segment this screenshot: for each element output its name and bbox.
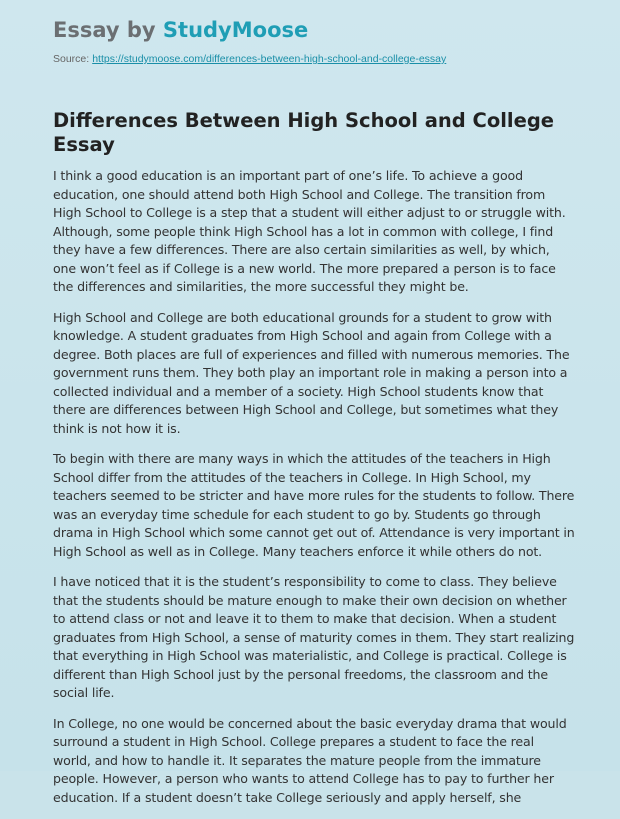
- page-header: [53, 16, 600, 66]
- article: [53, 109, 575, 819]
- source-label: Source:: [53, 53, 90, 65]
- brand-prefix: Essay by: [53, 18, 163, 42]
- article-title: Differences Between High School and College Essay: [53, 109, 555, 156]
- source-line: [53, 52, 600, 66]
- brand-logo[interactable]: [53, 16, 600, 44]
- article-paragraph: High School and College are both educational grounds for a student to grow with knowledge. A student graduates from High School and again from College with a degree. Both places are full of experiences and filled with numerous memories. The government runs them. They both play an important role in making a person into a collected individual and a member of a society. High School students know that there are differences between High School and College, but sometimes what they think is not how it is.: [53, 309, 570, 436]
- brand-name: StudyMoose: [162, 18, 309, 42]
- source-link[interactable]: https://studymoose.com/differences-between-high-school-and-college-essay: [92, 53, 447, 65]
- article-paragraph: I think a good education is an important part of one’s life. To achieve a good education, one should attend both High School and College. The transition from High School to College is a step that a student will either adjust to or struggle with. Although, some people think High School has a lot in common with college, I find they have a few differences. There are also certain similarities as well, by which, one won’t feel as if College is a new world. The more prepared a person is to face the differences and similarities, the more successful they might be.: [53, 168, 566, 294]
- article-paragraph: In College, no one would be concerned about the basic everyday drama that would surround a student in High School. College prepares a student to face the real world, and how to handle it. It separates the mature people from the immature people. However, a person who wants to attend College has to pay to further her education. If a student doesn’t take College seriously and apply herself, she: [53, 715, 567, 805]
- article-paragraph: I have noticed that it is the student’s responsibility to come to class. They believe that the students should be mature enough to make their own decision on whether to attend class or not and leave it to them to make that decision. When a student graduates from High School, a sense of maturity comes in them. They start realizing that everything in High School was materialistic, and College is practical. College is different than High School just by the personal freedoms, the classroom and the social life.: [53, 574, 575, 700]
- article-paragraph: To begin with there are many ways in which the attitudes of the teachers in High School differ from the attitudes of the teachers in College. In High School, my teachers seemed to be stricter and have more rules for the students to follow. There was an everyday time schedule for each student to go by. Students go through drama in High School which some cannot get out of. Attendance is very important in High School as well as in College. Many teachers enforce it while others do not.: [53, 451, 575, 559]
